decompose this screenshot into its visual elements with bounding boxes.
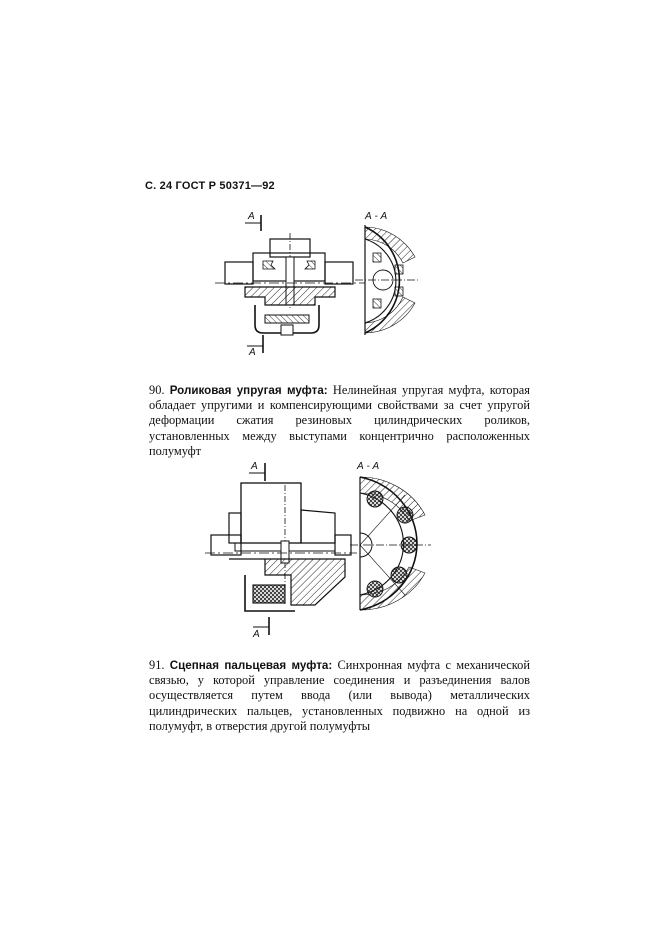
left-shaft — [225, 262, 253, 284]
section-marker-top-label: А — [248, 211, 255, 222]
lower-hub-section — [245, 287, 335, 305]
fig2-section-marker-top-label: А — [251, 461, 258, 472]
figure-2-svg — [205, 455, 440, 645]
fig2-section-marker-bottom-label: А — [253, 629, 260, 640]
fig2-roller-section — [253, 585, 285, 603]
fig2-right-shaft — [335, 535, 351, 555]
fig2-section-view-a-a — [350, 477, 431, 610]
item-91-number: 91. — [149, 658, 165, 672]
fig2-lower-hub-section — [229, 559, 345, 605]
item-90-term: Роликовая упругая муфта: — [169, 384, 328, 397]
section-view-title: А - А — [365, 211, 388, 222]
fig2-upper-hub — [241, 483, 301, 543]
item-91-term: Сцепная пальцевая муфта: — [169, 659, 333, 672]
fig2-left-shaft — [211, 535, 241, 555]
item-90-paragraph — [149, 383, 530, 459]
section-view-a-a — [355, 225, 419, 335]
item-91-paragraph — [149, 658, 530, 734]
fig2-section-view-title: А - А — [357, 461, 380, 472]
page-header: С. 24 ГОСТ Р 50371—92 — [145, 180, 275, 192]
fig2-section-marker-bottom — [252, 617, 269, 640]
right-shaft — [325, 262, 353, 284]
figure-1-svg — [215, 205, 435, 365]
figure-1-coupling-drawing — [215, 205, 435, 365]
item-91-text: Синхронная муфта с механической связью, у которой управление соединения и разъединения валов осуществляется путем ввода (или вывода) металлических цилиндрических пальцев, установленных подвижно на одной из полумуфт, в отверстия другой полумуфты — [149, 658, 530, 733]
item-90-text: Нелинейная упругая муфта, которая обладает упругими и компенсирующими свойствами за счет упругой деформации сжатия резиновых цилиндрических роликов, установленных между выступами концентрично расположенных полумуфт — [149, 383, 530, 458]
item-90-number: 90. — [149, 383, 165, 397]
section-marker-bottom-label: А — [249, 347, 256, 358]
section-marker-bottom — [247, 335, 263, 358]
fig2-section-marker-top — [249, 461, 265, 481]
section-marker-top — [245, 211, 261, 231]
figure-2-coupling-drawing — [205, 455, 440, 645]
